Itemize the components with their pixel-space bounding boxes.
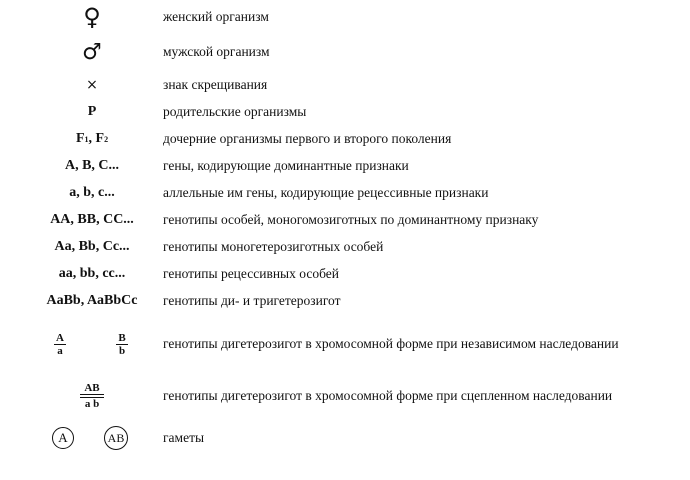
legend-row-parents (0, 100, 690, 124)
female-symbol-icon (40, 5, 144, 29)
legend-row-recessive-individuals (0, 262, 690, 286)
female-glyph: ♀ (83, 3, 101, 31)
row-description: гаметы (163, 430, 205, 445)
row-description: мужской организм (163, 44, 270, 59)
row-description: дочерние организмы первого и второго поколения (163, 131, 452, 146)
dominant-genes-symbol: A, B, C... (64, 158, 120, 173)
legend-row-di-triheterozygotes (0, 289, 690, 313)
recessive-genes-symbol: a, b, c... (69, 185, 115, 200)
fraction-bar (80, 394, 104, 395)
filial-letter: , F (88, 131, 105, 146)
legend-row-homozygous-dominant (0, 208, 690, 232)
row-description: родительские организмы (163, 104, 307, 119)
row-description: генотипы моногетерозиготных особей (163, 239, 384, 254)
legend-row-heterozygous (0, 235, 690, 259)
row-description: генотипы дигетерозигот в хромосомной форме при независимом наследовании (163, 336, 619, 351)
male-glyph: ♂ (82, 39, 102, 65)
legend-row-female (0, 5, 690, 29)
fraction-numerator: A (56, 331, 64, 344)
heterozygous-symbol: Aa, Bb, Cc... (54, 239, 130, 254)
legend-row-male (0, 40, 690, 64)
cross-glyph: × (86, 77, 98, 93)
male-symbol-icon (40, 40, 144, 64)
gamete-circle-icon: AB (104, 426, 128, 450)
cross-symbol-icon (40, 73, 144, 97)
linked-inheritance-symbol (40, 378, 144, 414)
homozygous-dominant-symbol: AA, BB, CC... (50, 212, 134, 227)
filial-index: 2 (104, 134, 109, 144)
independent-inheritance-symbol (40, 326, 144, 362)
linked-fraction (80, 382, 104, 410)
fraction-b (116, 332, 128, 357)
row-description: аллельные им гены, кодирующие рецессивные признаки (163, 185, 489, 200)
legend-row-recessive-genes (0, 181, 690, 205)
gametes-symbol (40, 424, 144, 452)
filial-symbol (40, 127, 144, 151)
parents-symbol: P (87, 104, 97, 119)
filial-index: 1 (84, 134, 89, 144)
row-description: генотипы дигетерозигот в хромосомной форме при сцепленном наследовании (163, 388, 613, 403)
row-description: генотипы ди- и тригетерозигот (163, 293, 341, 308)
row-description: женский организм (163, 9, 269, 24)
legend-row-linked-inheritance (0, 378, 690, 414)
fraction-denominator: a (57, 344, 63, 357)
fraction-a (54, 332, 66, 357)
row-description: генотипы рецессивных особей (163, 266, 339, 281)
legend-row-independent-inheritance (0, 326, 690, 362)
row-description: гены, кодирующие доминантные признаки (163, 158, 409, 173)
legend-row-filial (0, 127, 690, 151)
legend-row-gametes (0, 424, 690, 452)
legend-row-cross (0, 73, 690, 97)
gamete-circle-icon: A (52, 427, 74, 449)
filial-letter: F (75, 131, 85, 146)
fraction-denominator: a b (84, 398, 100, 410)
fraction-numerator: B (118, 331, 126, 344)
row-description: генотипы особей, моногомозиготных по доминантному признаку (163, 212, 539, 227)
row-description: знак скрещивания (163, 77, 268, 92)
legend-row-dominant-genes (0, 154, 690, 178)
recessive-individuals-symbol: aa, bb, cc... (58, 266, 126, 281)
fraction-denominator: b (118, 344, 126, 357)
fraction-numerator: AB (84, 382, 100, 394)
di-triheterozygotes-symbol: AaBb, AaBbCc (46, 293, 138, 308)
